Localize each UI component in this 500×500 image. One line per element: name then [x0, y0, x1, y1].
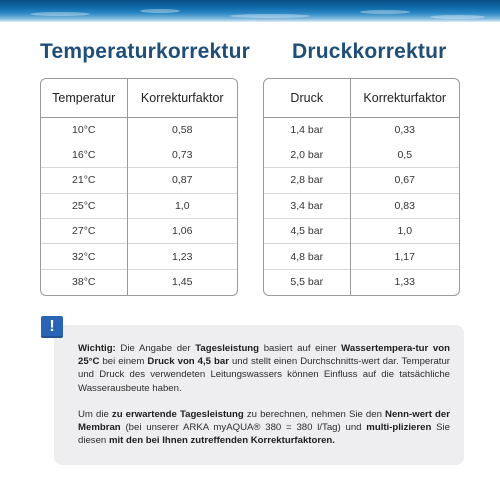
emphasis-text: Wassertempera-tur von 25°C [78, 343, 450, 368]
column-header-pressure: Druck [264, 79, 350, 117]
body-text: basiert auf einer [259, 343, 342, 354]
temperature-cell: 25°C [41, 193, 127, 218]
pressure-cell: 5,5 bar [264, 269, 350, 294]
table-row [264, 117, 459, 142]
temperature-correction-table [40, 78, 238, 296]
factor-cell: 1,06 [127, 219, 237, 244]
column-header-temperature: Temperatur [41, 79, 127, 117]
factor-cell: 0,83 [350, 193, 459, 218]
factor-cell: 1,0 [127, 193, 237, 218]
body-text: und stellt einen Durchschnitts-wert dar. Temperatur und Druck des verwendeten Leitungswassers können Einfluss auf die tatsächliche Wasserausbeute haben. [78, 356, 450, 394]
factor-cell: 0,5 [397, 148, 413, 161]
factor-cell: 0,73 [172, 148, 193, 161]
table-row [264, 193, 459, 218]
table-row [41, 219, 237, 244]
pressure-cell: 1,4 bar [264, 117, 350, 142]
emphasis-text: multi-plizieren [366, 422, 432, 434]
temperature-cell: 21°C [41, 168, 127, 193]
table-row [264, 168, 459, 193]
factor-cell: 1,23 [127, 244, 237, 269]
body-text: Sie diesen [78, 422, 450, 447]
factor-cell: 1,33 [350, 269, 459, 294]
emphasis-text: Wichtig: [78, 343, 116, 354]
info-paragraph-calculation [78, 408, 450, 448]
table-row [41, 117, 237, 142]
body-text: bei einem [99, 356, 148, 368]
factor-cell: 1,0 [350, 219, 459, 244]
body-text: (bei unserer ARKA myAQUA® 380 = 380 l/Tag) und [120, 422, 367, 434]
table-row [264, 219, 459, 244]
table-row [41, 142, 237, 167]
pressure-cell: 4,5 bar [264, 219, 350, 244]
factor-cell: 1,17 [350, 244, 459, 269]
table-row [264, 244, 459, 269]
table-row [41, 269, 237, 294]
pressure-cell: 2,8 bar [264, 168, 350, 193]
table-row [264, 142, 459, 167]
column-header-correction-factor: Korrekturfaktor [127, 79, 237, 117]
factor-cell: 0,87 [127, 168, 237, 193]
info-text [78, 342, 450, 447]
pressure-correction-table [263, 78, 460, 296]
pressure-cell: 4,8 bar [264, 244, 350, 269]
table-row [264, 269, 459, 294]
emphasis-text: zu erwartende Tagesleistung [111, 408, 244, 420]
temperature-cell: 10°C [41, 117, 127, 142]
factor-cell: 0,67 [350, 168, 459, 193]
table-row [41, 168, 237, 193]
pressure-correction-title: Druckkorrektur [292, 40, 447, 63]
factor-cell: 1,45 [127, 269, 237, 294]
body-text: Die Angabe der [115, 343, 196, 354]
emphasis-text: mit den bei Ihnen zutreffenden Korrekturfaktoren. [108, 435, 335, 447]
factor-cell: 0,33 [350, 117, 459, 142]
temperature-cell: 38°C [41, 269, 127, 294]
temperature-correction-title: Temperaturkorrektur [40, 40, 250, 63]
pressure-cell: 3,4 bar [264, 193, 350, 218]
body-text: Um die [78, 408, 112, 420]
temperature-cell: 27°C [41, 219, 127, 244]
column-header-correction-factor: Korrekturfaktor [350, 79, 459, 117]
pressure-cell: 2,0 bar [264, 142, 350, 167]
emphasis-text: Nenn-wert der Membran [78, 408, 450, 434]
body-text: zu berechnen, nehmen Sie den [243, 408, 386, 420]
emphasis-text: Tagesleistung [195, 343, 260, 354]
emphasis-text: Druck von 4,5 bar [147, 356, 229, 368]
temperature-cell: 16°C [41, 142, 127, 167]
table-row [41, 193, 237, 218]
table-row [41, 244, 237, 269]
water-banner-image [0, 0, 500, 22]
exclamation-icon: ! [41, 316, 63, 338]
info-paragraph-important [78, 342, 450, 395]
temperature-cell: 32°C [41, 244, 127, 269]
factor-cell: 0,58 [127, 117, 237, 142]
